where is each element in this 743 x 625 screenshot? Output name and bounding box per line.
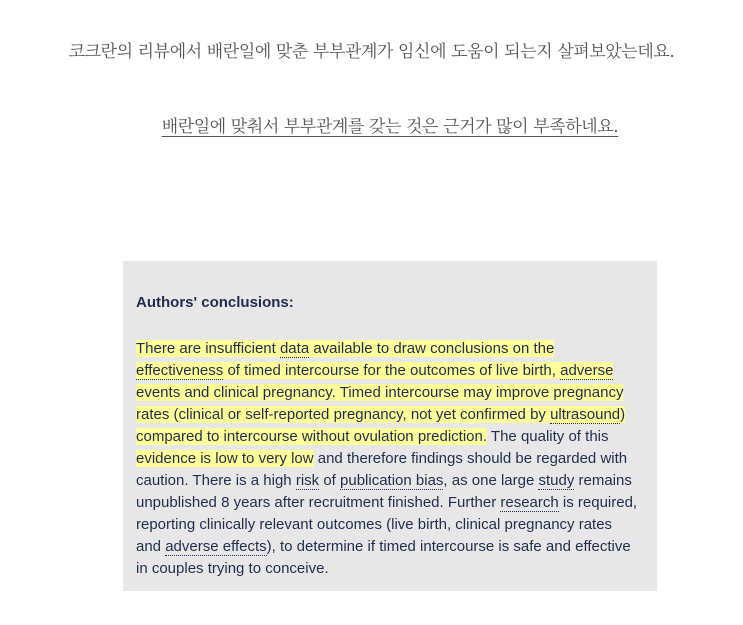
- body-text: of: [319, 472, 341, 489]
- glossary-term-link[interactable]: research: [500, 494, 559, 511]
- body-text: , as one large: [443, 472, 539, 489]
- body-text: is required, reporting clinically relevant outcomes (live birth, clinical pregnancy rates and: [136, 494, 638, 555]
- glossary-term-link[interactable]: ultrasound: [550, 406, 621, 423]
- highlighted-text: ) compared to intercourse without ovulation prediction.: [136, 406, 626, 445]
- summary-paragraph: [0, 112, 743, 137]
- body-text: remains unpublished 8 years after recruitment finished. Further: [136, 472, 632, 511]
- glossary-term-link[interactable]: adverse effects: [165, 538, 267, 555]
- glossary-term-link[interactable]: data: [279, 340, 310, 357]
- glossary-term-link[interactable]: study: [538, 472, 575, 489]
- intro-paragraph: 코크란의 리뷰에서 배란일에 맞춘 부부관계가 임신에 도움이 되는지 살펴보았는데요.: [68, 42, 675, 62]
- body-text: and therefore findings should be regarded with caution. There is a high: [136, 450, 628, 489]
- highlighted-text: of timed intercourse for the outcomes of live birth,: [223, 362, 561, 379]
- quote-box: [123, 261, 657, 591]
- summary-underlined-text: 배란일에 맞춰서 부부관계를 갖는 것은 근거가 많이 부족하네요.: [161, 117, 619, 137]
- glossary-term-link[interactable]: effectiveness: [136, 362, 224, 379]
- highlighted-text: There are insufficient: [136, 340, 280, 357]
- quote-heading: Authors' conclusions:: [136, 294, 294, 311]
- highlighted-text: evidence is low to very low: [136, 450, 314, 467]
- glossary-term-link[interactable]: adverse: [560, 362, 614, 379]
- body-text: The quality of this: [487, 428, 609, 445]
- highlighted-text: available to draw conclusions on the: [309, 340, 555, 357]
- glossary-term-link[interactable]: publication bias: [340, 472, 444, 489]
- quote-body: [136, 338, 639, 580]
- glossary-term-link[interactable]: risk: [295, 472, 320, 489]
- body-text: ), to determine if timed intercourse is safe and effective in couples trying to conceive.: [136, 538, 631, 577]
- highlighted-text: events and clinical pregnancy. Timed intercourse may improve pregnancy rates (clinical or self-reported pregnancy, not yet confirmed by: [136, 384, 624, 423]
